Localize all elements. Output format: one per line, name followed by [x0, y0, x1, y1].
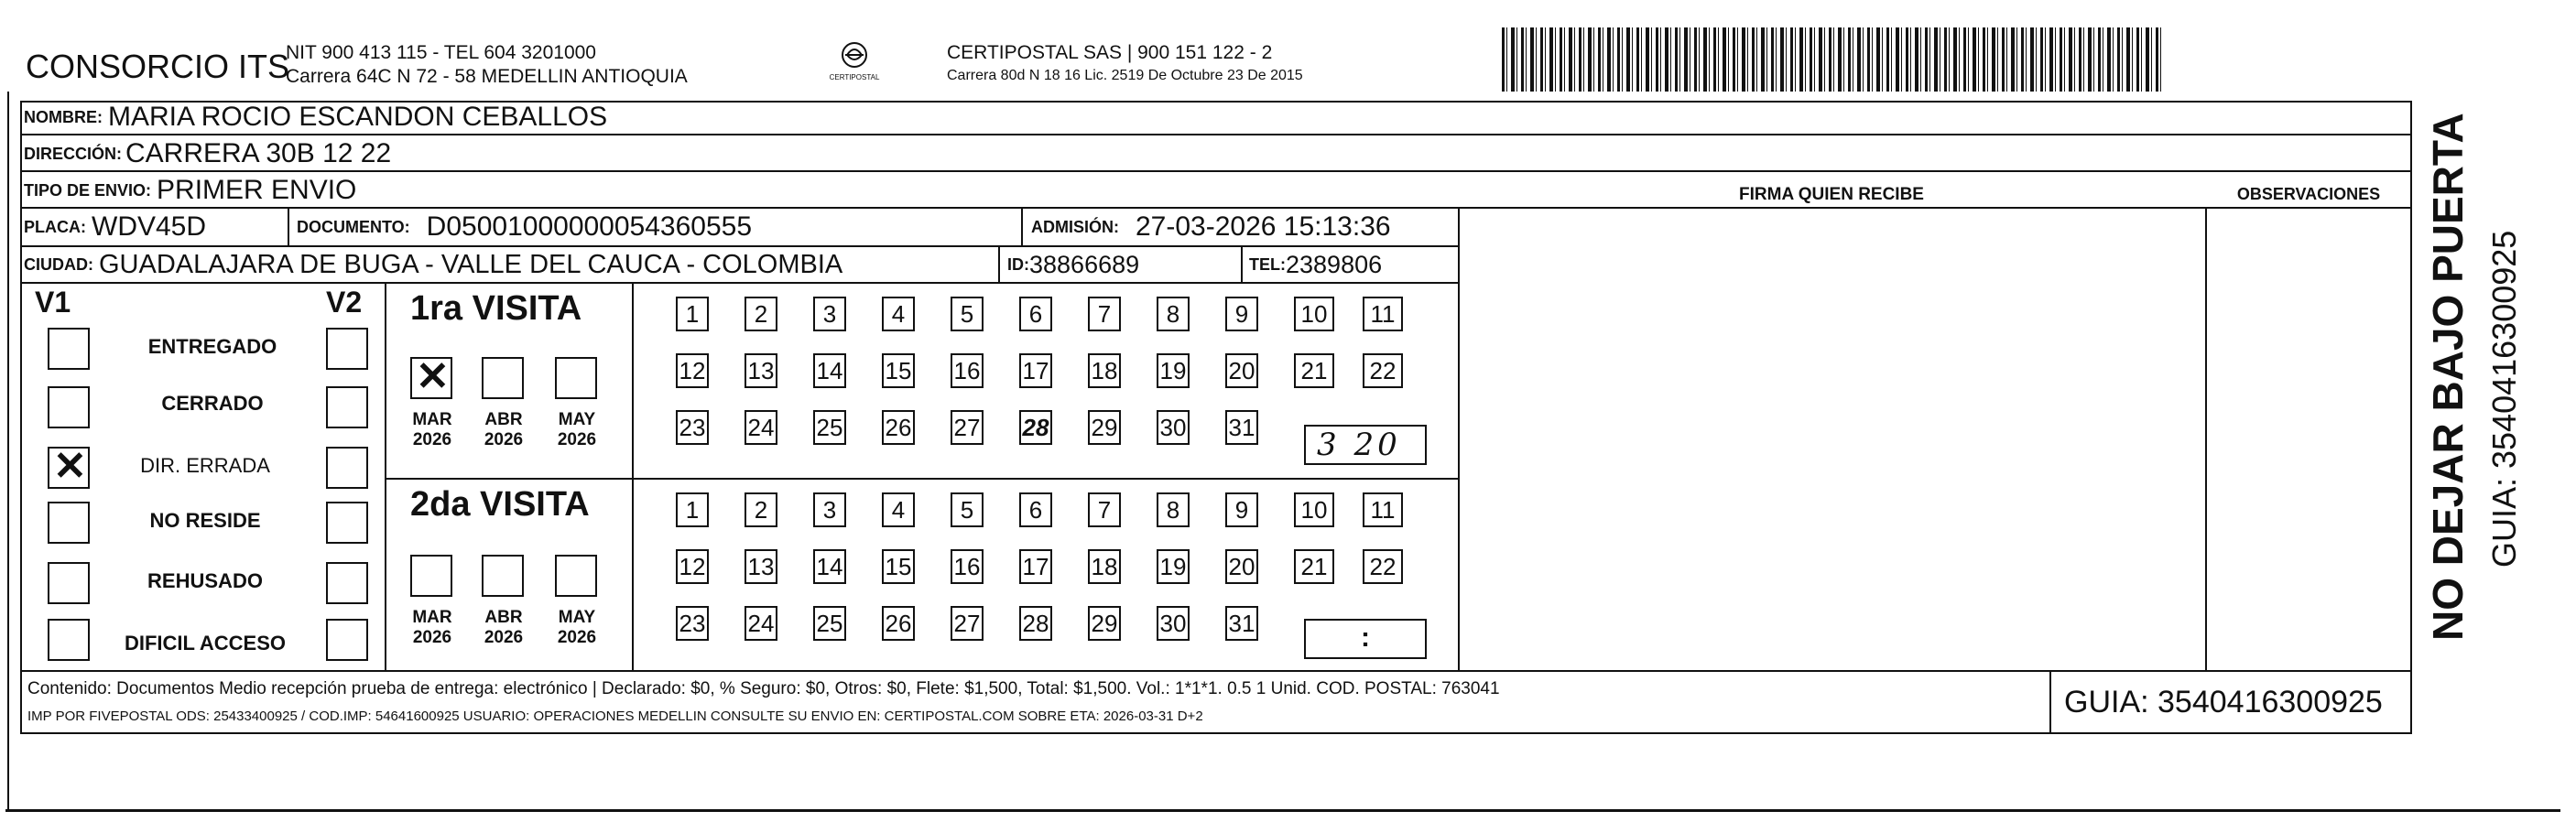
visit2-month-may[interactable]: [555, 555, 597, 597]
status-label-rehusado: REHUSADO: [147, 569, 263, 592]
tel-field: [1249, 249, 1382, 280]
visit1-day-14[interactable]: 14: [813, 353, 846, 388]
admision-field: [1031, 211, 1391, 243]
v1-checkbox-dificil-acceso[interactable]: [48, 619, 90, 661]
visit2-day-26[interactable]: 26: [882, 606, 915, 641]
visit2-day-7[interactable]: 7: [1088, 492, 1121, 527]
v1-checkbox-dir-errada[interactable]: [48, 444, 90, 489]
side-no-dejar: NO DEJAR BAJO PUERTA: [2424, 113, 2472, 641]
visit1-day-8[interactable]: 8: [1157, 297, 1190, 331]
visit1-day-21[interactable]: 21: [1294, 353, 1334, 388]
visit1-day-11[interactable]: 11: [1363, 297, 1403, 331]
visit2-day-1[interactable]: 1: [676, 492, 709, 527]
certipostal-address: Carrera 80d N 18 16 Lic. 2519 De Octubre 23 De 2015: [947, 68, 1303, 83]
visit2-day-25[interactable]: 25: [813, 606, 846, 641]
visit1-day-12[interactable]: 12: [676, 353, 709, 388]
visit2-month-label-abr: ABR 2026: [484, 608, 524, 647]
visit2-day-17[interactable]: 17: [1019, 549, 1052, 584]
visit1-day-1[interactable]: 1: [676, 297, 709, 331]
observaciones-label: OBSERVACIONES: [2236, 185, 2381, 203]
direccion-label: DIRECCIÓN:: [24, 144, 122, 163]
documento-value: D05001000000054360555: [426, 211, 753, 242]
visit2-day-8[interactable]: 8: [1157, 492, 1190, 527]
visit1-day-28[interactable]: 28: [1019, 410, 1052, 445]
tel-label: TEL:: [1249, 254, 1286, 274]
placa-row: [24, 211, 206, 243]
v2-checkbox-no-reside[interactable]: [326, 502, 368, 544]
visit1-day-30[interactable]: 30: [1157, 410, 1190, 445]
tel-value: 2389806: [1286, 250, 1383, 278]
visit1-month-may[interactable]: [555, 357, 597, 399]
v2-checkbox-entregado[interactable]: [326, 328, 368, 370]
visit1-day-10[interactable]: 10: [1294, 297, 1334, 331]
ciudad-row: [24, 249, 842, 280]
visit1-day-24[interactable]: 24: [745, 410, 777, 445]
visit1-month-label-abr: ABR 2026: [484, 410, 524, 449]
side-guia: GUIA: 3540416300925: [2485, 230, 2523, 568]
visit1-day-25[interactable]: 25: [813, 410, 846, 445]
visit1-month-label-may: MAY 2026: [557, 410, 597, 449]
visit2-day-5[interactable]: 5: [951, 492, 984, 527]
visit1-day-4[interactable]: 4: [882, 297, 915, 331]
v2-checkbox-rehusado[interactable]: [326, 562, 368, 604]
v2-checkbox-dir-errada[interactable]: [326, 447, 368, 489]
placa-label: PLACA:: [24, 217, 86, 236]
company-name: CONSORCIO ITS: [26, 48, 290, 85]
visit2-day-19[interactable]: 19: [1157, 549, 1190, 584]
visit2-day-29[interactable]: 29: [1088, 606, 1121, 641]
visit1-month-mar[interactable]: [410, 354, 452, 399]
v2-checkbox-cerrado[interactable]: [326, 386, 368, 428]
visit2-month-mar[interactable]: [410, 555, 452, 597]
visit2-day-3[interactable]: 3: [813, 492, 846, 527]
side-warning-text: [2418, 92, 2564, 650]
visit2-day-10[interactable]: 10: [1294, 492, 1334, 527]
visit2-day-30[interactable]: 30: [1157, 606, 1190, 641]
visit2-time-placeholder: :: [1361, 622, 1370, 653]
v1-checkbox-cerrado[interactable]: [48, 386, 90, 428]
visit2-day-21[interactable]: 21: [1294, 549, 1334, 584]
status-label-dir-errada: DIR. ERRADA: [140, 454, 270, 477]
certipostal-logo: [829, 40, 880, 86]
footer-imp: IMP POR FIVEPOSTAL ODS: 25433400925 / COD.IMP: 54641600925 USUARIO: OPERACIONES MEDELLIN CONSULTE SU ENVIO EN: CERTIPOSTAL.COM SOBRE ETA: 2026-03-31 D+2: [27, 708, 1203, 724]
v1-checkbox-entregado[interactable]: [48, 328, 90, 370]
nombre-label: NOMBRE:: [24, 107, 103, 126]
visit2-month-label-may: MAY 2026: [557, 608, 597, 647]
documento-field: [297, 211, 752, 243]
visit1-day-2[interactable]: 2: [745, 297, 777, 331]
status-label-cerrado: CERRADO: [161, 392, 264, 415]
visit2-day-23[interactable]: 23: [676, 606, 709, 641]
visit1-day-23[interactable]: 23: [676, 410, 709, 445]
certipostal-name: CERTIPOSTAL SAS | 900 151 122 - 2: [947, 42, 1273, 63]
v1-header: V1: [35, 286, 71, 319]
visit2-day-24[interactable]: 24: [745, 606, 777, 641]
visit1-day-17[interactable]: 17: [1019, 353, 1052, 388]
visit2-day-2[interactable]: 2: [745, 492, 777, 527]
nombre-row: [24, 102, 607, 133]
visit1-month-abr[interactable]: [482, 357, 524, 399]
visit2-day-6[interactable]: 6: [1019, 492, 1052, 527]
status-label-entregado: ENTREGADO: [147, 335, 277, 358]
visit2-day-28[interactable]: 28: [1019, 606, 1052, 641]
id-label: ID:: [1007, 254, 1029, 274]
tipo-row: [24, 175, 356, 206]
footer-contenido: Contenido: Documentos Medio recepción prueba de entrega: electrónico | Declarado: $0, % Seguro: $0, Otros: $0, Flete: $1,500, Total: $1,500. Vol.: 1*1*1. 0.5 1 Unid. COD. POSTAL: 763041: [27, 679, 1500, 698]
visit2-time-box[interactable]: [1304, 619, 1427, 659]
visit2-day-18[interactable]: 18: [1088, 549, 1121, 584]
admision-value: 27-03-2026 15:13:36: [1136, 211, 1391, 242]
visit2-day-15[interactable]: 15: [882, 549, 915, 584]
placa-value: WDV45D: [92, 211, 207, 242]
visit2-day-27[interactable]: 27: [951, 606, 984, 641]
company-address: Carrera 64C N 72 - 58 MEDELLIN ANTIOQUIA: [286, 66, 688, 87]
status-label-no-reside: NO RESIDE: [149, 509, 261, 532]
direccion-row: [24, 138, 391, 169]
visit2-day-12[interactable]: 12: [676, 549, 709, 584]
visit2-day-13[interactable]: 13: [745, 549, 777, 584]
visit2-day-14[interactable]: 14: [813, 549, 846, 584]
id-value: 38866689: [1029, 250, 1140, 278]
status-label-dificil-acceso: DIFICIL ACCESO: [124, 632, 286, 654]
visit2-month-abr[interactable]: [482, 555, 524, 597]
visit1-day-18[interactable]: 18: [1088, 353, 1121, 388]
visit1-time-box[interactable]: [1304, 425, 1427, 465]
tipo-label: TIPO DE ENVIO:: [24, 180, 152, 200]
tipo-value: PRIMER ENVIO: [157, 175, 357, 205]
checkmark-x-icon: ✕: [416, 354, 450, 399]
nombre-value: MARIA ROCIO ESCANDON CEBALLOS: [108, 102, 608, 132]
visit2-month-label-mar: MAR 2026: [412, 608, 452, 647]
checkmark-x-icon: ✕: [53, 444, 87, 489]
visit1-day-27[interactable]: 27: [951, 410, 984, 445]
visit1-day-19[interactable]: 19: [1157, 353, 1190, 388]
visit1-day-15[interactable]: 15: [882, 353, 915, 388]
firma-label: FIRMA QUIEN RECIBE: [1739, 185, 1924, 204]
visit2-day-31[interactable]: 31: [1225, 606, 1258, 641]
visit2-day-11[interactable]: 11: [1363, 492, 1403, 527]
admision-label: ADMISIÓN:: [1031, 217, 1119, 236]
visit1-title: 1ra VISITA: [410, 289, 582, 328]
visit1-day-20[interactable]: 20: [1225, 353, 1258, 388]
visit1-day-9[interactable]: 9: [1225, 297, 1258, 331]
visit1-day-13[interactable]: 13: [745, 353, 777, 388]
visit2-day-16[interactable]: 16: [951, 549, 984, 584]
barcode: [1502, 27, 2161, 92]
visit1-month-label-mar: MAR 2026: [412, 410, 452, 449]
visit1-time-handwritten: 3 20: [1317, 427, 1401, 463]
ciudad-value: GUADALAJARA DE BUGA - VALLE DEL CAUCA - COLOMBIA: [99, 249, 843, 279]
visit2-day-4[interactable]: 4: [882, 492, 915, 527]
ciudad-label: CIUDAD:: [24, 254, 93, 274]
visit2-day-22[interactable]: 22: [1363, 549, 1403, 584]
v2-checkbox-dificil-acceso[interactable]: [326, 619, 368, 661]
visit1-day-16[interactable]: 16: [951, 353, 984, 388]
v2-header: V2: [326, 286, 363, 319]
visit1-day-31[interactable]: 31: [1225, 410, 1258, 445]
visit1-day-3[interactable]: 3: [813, 297, 846, 331]
visit1-day-29[interactable]: 29: [1088, 410, 1121, 445]
v1-checkbox-rehusado[interactable]: [48, 562, 90, 604]
visit2-day-9[interactable]: 9: [1225, 492, 1258, 527]
company-nit: NIT 900 413 115 - TEL 604 3201000: [286, 42, 596, 63]
documento-label: DOCUMENTO:: [297, 217, 410, 236]
footer-guia: GUIA: 3540416300925: [2064, 685, 2383, 719]
id-field: [1007, 249, 1139, 280]
visit2-title: 2da VISITA: [410, 485, 590, 524]
certipostal-logo-text: CERTIPOSTAL: [829, 73, 880, 81]
visit1-day-6[interactable]: 6: [1019, 297, 1052, 331]
v1-checkbox-no-reside[interactable]: [48, 502, 90, 544]
visit2-day-20[interactable]: 20: [1225, 549, 1258, 584]
visit1-day-7[interactable]: 7: [1088, 297, 1121, 331]
direccion-value: CARRERA 30B 12 22: [125, 138, 392, 168]
visit1-day-22[interactable]: 22: [1363, 353, 1403, 388]
visit1-day-5[interactable]: 5: [951, 297, 984, 331]
visit1-day-26[interactable]: 26: [882, 410, 915, 445]
